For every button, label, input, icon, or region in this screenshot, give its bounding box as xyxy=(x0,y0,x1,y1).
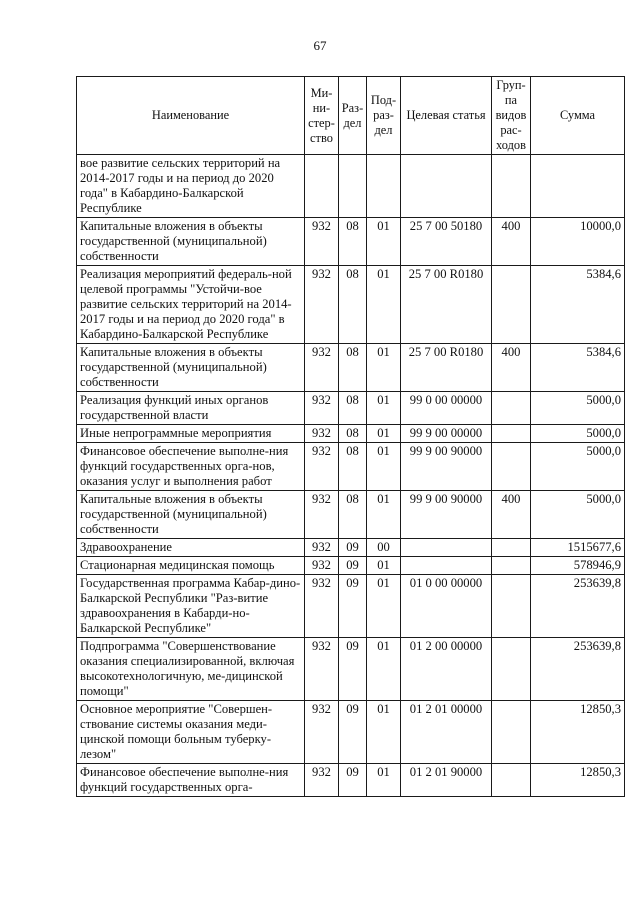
table-row xyxy=(77,218,625,266)
cell-amount: 5384,6 xyxy=(531,266,625,344)
cell-target-article: 25 7 00 50180 xyxy=(401,218,492,266)
table-body xyxy=(77,155,625,797)
cell-ministry: 932 xyxy=(305,266,339,344)
table-row xyxy=(77,491,625,539)
cell-expense-group xyxy=(492,557,531,575)
cell-target-article: 99 9 00 90000 xyxy=(401,443,492,491)
cell-subsection: 01 xyxy=(367,557,401,575)
cell-subsection: 01 xyxy=(367,491,401,539)
cell-subsection: 01 xyxy=(367,575,401,638)
cell-section: 09 xyxy=(339,539,367,557)
cell-ministry: 932 xyxy=(305,344,339,392)
cell-section: 08 xyxy=(339,425,367,443)
cell-section: 08 xyxy=(339,392,367,425)
cell-ministry: 932 xyxy=(305,557,339,575)
cell-target-article xyxy=(401,557,492,575)
cell-name: Основное мероприятие "Совершен-ствование системы оказания меди-цинской помощи больным туберку-лезом" xyxy=(77,701,305,764)
header-subsection: Под-раз-дел xyxy=(367,77,401,155)
cell-name: Государственная программа Кабар-дино-Балкарской Республики "Раз-витие здравоохранения в Кабарди-но-Балкарской Республике" xyxy=(77,575,305,638)
table-row xyxy=(77,425,625,443)
table-row xyxy=(77,539,625,557)
cell-subsection: 01 xyxy=(367,701,401,764)
cell-target-article xyxy=(401,155,492,218)
cell-expense-group xyxy=(492,425,531,443)
cell-section: 08 xyxy=(339,266,367,344)
cell-name: Финансовое обеспечение выполне-ния функций государственных орга- xyxy=(77,764,305,797)
cell-amount: 5000,0 xyxy=(531,425,625,443)
cell-section: 08 xyxy=(339,344,367,392)
cell-ministry: 932 xyxy=(305,491,339,539)
cell-ministry xyxy=(305,155,339,218)
cell-ministry: 932 xyxy=(305,638,339,701)
cell-expense-group xyxy=(492,392,531,425)
table-row xyxy=(77,392,625,425)
cell-amount: 578946,9 xyxy=(531,557,625,575)
cell-section: 08 xyxy=(339,491,367,539)
cell-amount: 5000,0 xyxy=(531,443,625,491)
cell-ministry: 932 xyxy=(305,443,339,491)
budget-table xyxy=(76,76,625,797)
cell-name: Реализация функций иных органов государственной власти xyxy=(77,392,305,425)
cell-name: Иные непрограммные мероприятия xyxy=(77,425,305,443)
cell-expense-group xyxy=(492,539,531,557)
header-amount: Сумма xyxy=(531,77,625,155)
table-header xyxy=(77,77,625,155)
cell-section: 09 xyxy=(339,764,367,797)
cell-target-article: 99 0 00 00000 xyxy=(401,392,492,425)
cell-subsection: 01 xyxy=(367,266,401,344)
table-row xyxy=(77,155,625,218)
cell-expense-group: 400 xyxy=(492,344,531,392)
cell-name: Капитальные вложения в объекты государственной (муниципальной) собственности xyxy=(77,344,305,392)
table-row xyxy=(77,557,625,575)
cell-ministry: 932 xyxy=(305,539,339,557)
cell-subsection: 01 xyxy=(367,344,401,392)
header-row xyxy=(77,77,625,155)
cell-target-article: 25 7 00 R0180 xyxy=(401,344,492,392)
cell-target-article: 99 9 00 00000 xyxy=(401,425,492,443)
cell-section: 08 xyxy=(339,443,367,491)
cell-expense-group xyxy=(492,638,531,701)
cell-expense-group xyxy=(492,266,531,344)
header-ministry: Ми-ни-стер-ство xyxy=(305,77,339,155)
cell-target-article: 01 2 00 00000 xyxy=(401,638,492,701)
header-name: Наименование xyxy=(77,77,305,155)
cell-name: Подпрограмма "Совершенствование оказания специализированной, включая высокотехнологичную, ме-дицинской помощи" xyxy=(77,638,305,701)
cell-expense-group xyxy=(492,575,531,638)
cell-amount: 12850,3 xyxy=(531,764,625,797)
cell-amount: 5384,6 xyxy=(531,344,625,392)
cell-amount xyxy=(531,155,625,218)
cell-name: вое развитие сельских территорий на 2014-2017 годы и на период до 2020 года" в Кабардино-Балкарской Республике xyxy=(77,155,305,218)
cell-expense-group xyxy=(492,764,531,797)
cell-target-article: 25 7 00 R0180 xyxy=(401,266,492,344)
cell-subsection: 01 xyxy=(367,425,401,443)
header-section: Раз-дел xyxy=(339,77,367,155)
cell-section: 09 xyxy=(339,701,367,764)
cell-ministry: 932 xyxy=(305,764,339,797)
cell-section xyxy=(339,155,367,218)
cell-name: Финансовое обеспечение выполне-ния функций государственных орга-нов, оказания услуг и выполнения работ xyxy=(77,443,305,491)
cell-ministry: 932 xyxy=(305,425,339,443)
cell-ministry: 932 xyxy=(305,392,339,425)
cell-subsection: 01 xyxy=(367,764,401,797)
header-expense-group: Груп-па видов рас-ходов xyxy=(492,77,531,155)
cell-subsection: 01 xyxy=(367,443,401,491)
cell-name: Здравоохранение xyxy=(77,539,305,557)
cell-amount: 5000,0 xyxy=(531,392,625,425)
cell-name: Капитальные вложения в объекты государственной (муниципальной) собственности xyxy=(77,218,305,266)
cell-target-article xyxy=(401,539,492,557)
cell-amount: 253639,8 xyxy=(531,575,625,638)
cell-subsection: 01 xyxy=(367,638,401,701)
table-row xyxy=(77,266,625,344)
page-number: 67 xyxy=(313,38,327,53)
cell-section: 09 xyxy=(339,638,367,701)
cell-expense-group xyxy=(492,701,531,764)
cell-amount: 1515677,6 xyxy=(531,539,625,557)
cell-section: 09 xyxy=(339,557,367,575)
cell-subsection xyxy=(367,155,401,218)
cell-expense-group xyxy=(492,443,531,491)
table-row xyxy=(77,764,625,797)
cell-name: Реализация мероприятий федераль-ной целевой программы "Устойчи-вое развитие сельских территорий на 2014-2017 годы и на период до 2020 года" в Кабардино-Балкарской Республике xyxy=(77,266,305,344)
table-row xyxy=(77,344,625,392)
cell-ministry: 932 xyxy=(305,218,339,266)
cell-target-article: 01 2 01 90000 xyxy=(401,764,492,797)
cell-section: 08 xyxy=(339,218,367,266)
table-row xyxy=(77,575,625,638)
cell-amount: 10000,0 xyxy=(531,218,625,266)
cell-amount: 5000,0 xyxy=(531,491,625,539)
cell-target-article: 01 2 01 00000 xyxy=(401,701,492,764)
cell-ministry: 932 xyxy=(305,701,339,764)
cell-amount: 12850,3 xyxy=(531,701,625,764)
cell-amount: 253639,8 xyxy=(531,638,625,701)
cell-target-article: 01 0 00 00000 xyxy=(401,575,492,638)
cell-section: 09 xyxy=(339,575,367,638)
cell-ministry: 932 xyxy=(305,575,339,638)
cell-target-article: 99 9 00 90000 xyxy=(401,491,492,539)
cell-subsection: 01 xyxy=(367,392,401,425)
cell-name: Стационарная медицинская помощь xyxy=(77,557,305,575)
table-row xyxy=(77,701,625,764)
cell-expense-group: 400 xyxy=(492,491,531,539)
cell-expense-group xyxy=(492,155,531,218)
header-target-article: Целевая статья xyxy=(401,77,492,155)
cell-name: Капитальные вложения в объекты государственной (муниципальной) собственности xyxy=(77,491,305,539)
cell-subsection: 00 xyxy=(367,539,401,557)
table-row xyxy=(77,638,625,701)
cell-subsection: 01 xyxy=(367,218,401,266)
cell-expense-group: 400 xyxy=(492,218,531,266)
table-row xyxy=(77,443,625,491)
